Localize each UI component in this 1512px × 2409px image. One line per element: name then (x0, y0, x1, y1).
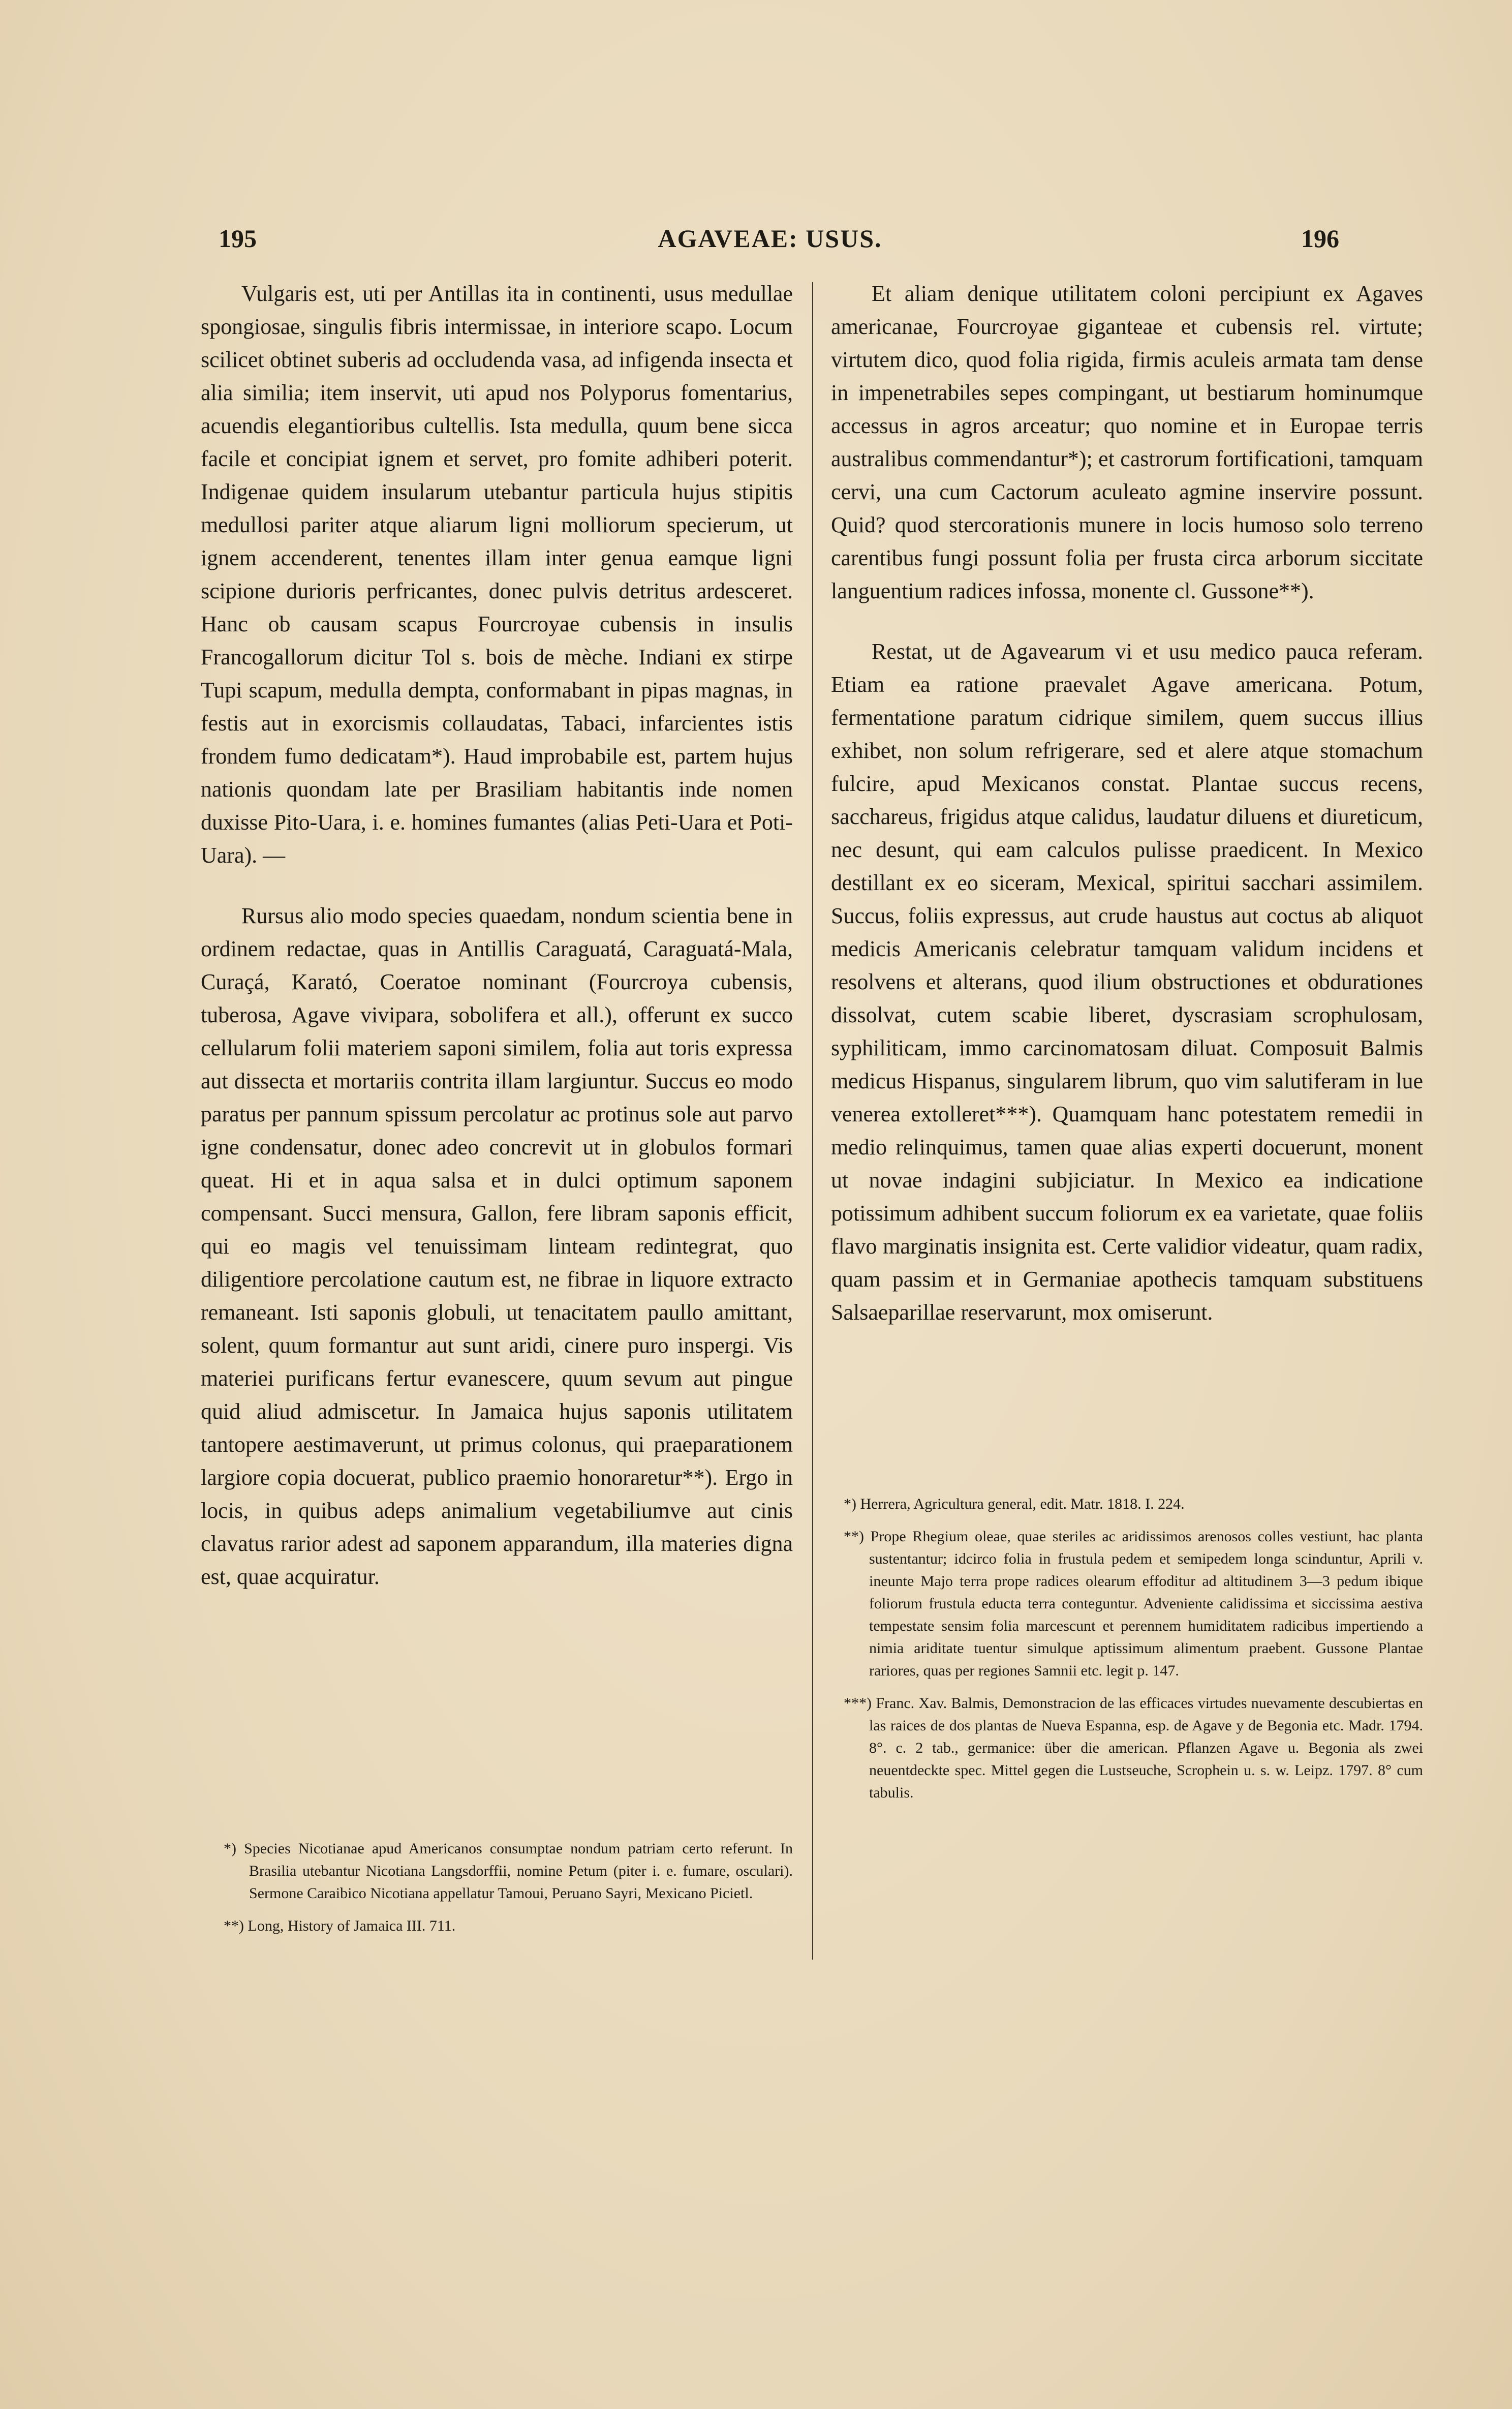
left-paragraph-2: Rursus alio modo species quaedam, nondum scientia bene in ordinem redactae, quas in Antillis Caraguatá, Caraguatá-Mala, Curaçá, Karató, Coeratoe nominant (Fourcroya cubensis, tuberosa, Agave vivipara, sobolifera et all.), offerunt ex succo cellularum folii materiem saponi similem, folia aut toris expressa aut dissecta et mortariis contrita illam largiuntur. Succus eo modo paratus per pannum spissum percolatur ac protinus sole aut parvo igne condensatur, donec adeo concrevit ut in globulos formari queat. Hi et in aqua salsa et in dulci optimum saponem compensant. Succi mensura, Gallon, fere libram saponis efficit, qui eo magis vel tenuissimam linteam redintegrat, quo diligentiore percolatione cautum est, ne fibrae in liquore extracto remaneant. Isti saponis globuli, ut tenacitatem paullo amittant, solent, quum formantur aut sunt aridi, cinere puro inspergi. Vis materiei purificans fertur evanescere, quum sevum aut pingue quid aliud admiscetur. In Jamaica hujus saponis utilitatem tantopere aestimaverunt, ut primus colonus, qui praeparationem largiore copia docuerat, publico praemio honoraretur**). Ergo in locis, in quibus adeps animalium vegetabiliumve aut cinis clavatus rarior adest ad saponem apparandum, illa materies digna est, quae acquiratur. (201, 903, 793, 1589)
running-title: AGAVEAE: USUS. (658, 224, 882, 253)
footnote-left-1: *) Species Nicotianae apud Americanos consumptae nondum patriam certo referunt. In Brasilia utebantur Nicotiana Langsdorffii, nomine Petum (piter i. e. fumare, osculari). Sermone Caraibico Nicotiana appellatur Tamoui, Peruano Sayri, Mexicano Picietl. (224, 1840, 793, 1902)
left-paragraph-1: Vulgaris est, uti per Antillas ita in continenti, usus medullae spongiosae, singulis fibris intermissae, in interiore scapo. Locum scilicet obtinet suberis ad occludenda vasa, ad infigenda insecta et alia similia; item inservit, uti apud nos Polyporus fomentarius, acuendis elegantioribus cultellis. Ista medulla, quum bene sicca facile et concipiat ignem et servet, pro fomite adhiberi poterit. Indigenae quidem insularum utebantur particula hujus stipitis medullosi pariter atque aliarum ligni molliorum specierum, ut ignem accenderent, tenentes illam inter genua eamque ligni scipione durioris perfricantes, donec pulvis detritus ardesceret. Hanc ob causam scapus Fourcroyae cubensis in insulis Francogallorum dicitur Tol s. bois de mèche. Indiani ex stirpe Tupi scapum, medulla dempta, conformabant in pipas magnas, in festis aut in exorcismis collaudatas, Tabaci, infarcientes istis frondem fumo dedicatam*). Haud improbabile est, partem hujus nationis quondam late per Brasiliam habitantis inde nomen duxisse Pito-Uara, i. e. homines fumantes (alias Peti-Uara et Poti-Uara). — (201, 281, 793, 868)
footnote-right-1: *) Herrera, Agricultura general, edit. Matr. 1818. I. 224. (844, 1496, 1185, 1512)
page-number-left: 195 (219, 224, 257, 253)
right-paragraph-1: Et aliam denique utilitatem coloni percipiunt ex Agaves americanae, Fourcroyae giganteae et cubensis rel. virtute; virtutem dico, quod folia rigida, firmis aculeis armata tam dense in impenetrabiles sepes compingant, ut bestiarum hominumque accessus in agros arceatur; quo nomine et in Europae terris australibus commendantur*); et castrorum fortificationi, tamquam cervi, una cum Cactorum aculeato agmine inservire possunt. Quid? quod stercorationis munere in locis humoso solo terreno carentibus fungi possunt folia per frusta circa arborum siccitate languentium radices infossa, monente cl. Gussone**). (831, 281, 1423, 603)
footnote-right-3: ***) Franc. Xav. Balmis, Demonstracion de las efficaces virtudes nuevamente descubiertas en las raices de dos plantas de Nueva Espanna, esp. de Agave y de Begonia etc. Madr. 1794. 8°. c. 2 tab., germanice: über die american. Pflanzen Agave u. Begonia als zwei neuentdeckte spec. Mittel gegen die Lustseuche, Scrophein u. s. w. Leipz. 1797. 8° cum tabulis. (844, 1695, 1423, 1801)
footnote-right-2: **) Prope Rhegium oleae, quae steriles ac aridissimos arenosos colles vestiunt, hac planta sustentantur; idcirco folia in frustula pedem et semipedem longa scinduntur, Aprili v. ineunte Majo terra prope radices olearum effoditur ad altitudinem 3—3 pedum ibique foliorum frustula educta terra conteguntur. Adveniente calidissima et siccissima aestiva tempestate sensim folia marcescunt et perennem humiditatem radicibus impertiendo a nimia ariditate tuentur simulque aptissimum alimentum praebent. Gussone Plantae rariores, quas per regiones Samnii etc. legit p. 147. (844, 1528, 1423, 1679)
running-header (201, 224, 1339, 259)
right-column (831, 277, 1423, 1356)
left-column (201, 277, 793, 1621)
right-paragraph-2: Restat, ut de Agavearum vi et usu medico pauca referam. Etiam ea ratione praevalet Agave americana. Potum, fermentatione paratum cidrique similem, quem succus illius exhibet, non solum refrigerare, sed et alere atque stomachum fulcire, apud Mexicanos constat. Plantae succus recens, sacchareus, frigidus atque calidus, laudatur diluens et diureticum, nec desunt, qui eam calculos pulisse praedicent. In Mexico destillant ex eo siceram, Mexical, spiritui sacchari assimilem. Succus, foliis expressus, aut crude haustus aut coctus ab aliquot medicis Americanis celebratur tamquam validum incidens et resolvens et alterans, quod ilium obstructiones et obdurationes dissolvat, cutem scabie liberet, dyscrasiam scrophulosam, syphiliticam, immo carcinomatosam diluat. Composuit Balmis medicus Hispanus, singularem librum, quo vim salutiferam in lue venerea extolleret***). Quamquam hanc potestatem remedii in medio relinquimus, tamen quae alias experti docuerunt, monent ut novae indagini subjiciatur. In Mexico ea indicatione potissimum adhibent succum foliorum ex ea varietate, quae foliis flavo marginatis insignita est. Certe validior videatur, quam radix, quam passim et in Germaniae apothecis tamquam substituens Salsaeparillae reservarunt, mox omiserunt. (831, 639, 1423, 1325)
left-footnotes (224, 1838, 793, 1947)
column-divider (812, 282, 813, 1960)
page-number-right: 196 (1301, 224, 1339, 253)
right-footnotes (844, 1493, 1423, 1814)
footnote-left-2: **) Long, History of Jamaica III. 711. (224, 1917, 456, 1934)
